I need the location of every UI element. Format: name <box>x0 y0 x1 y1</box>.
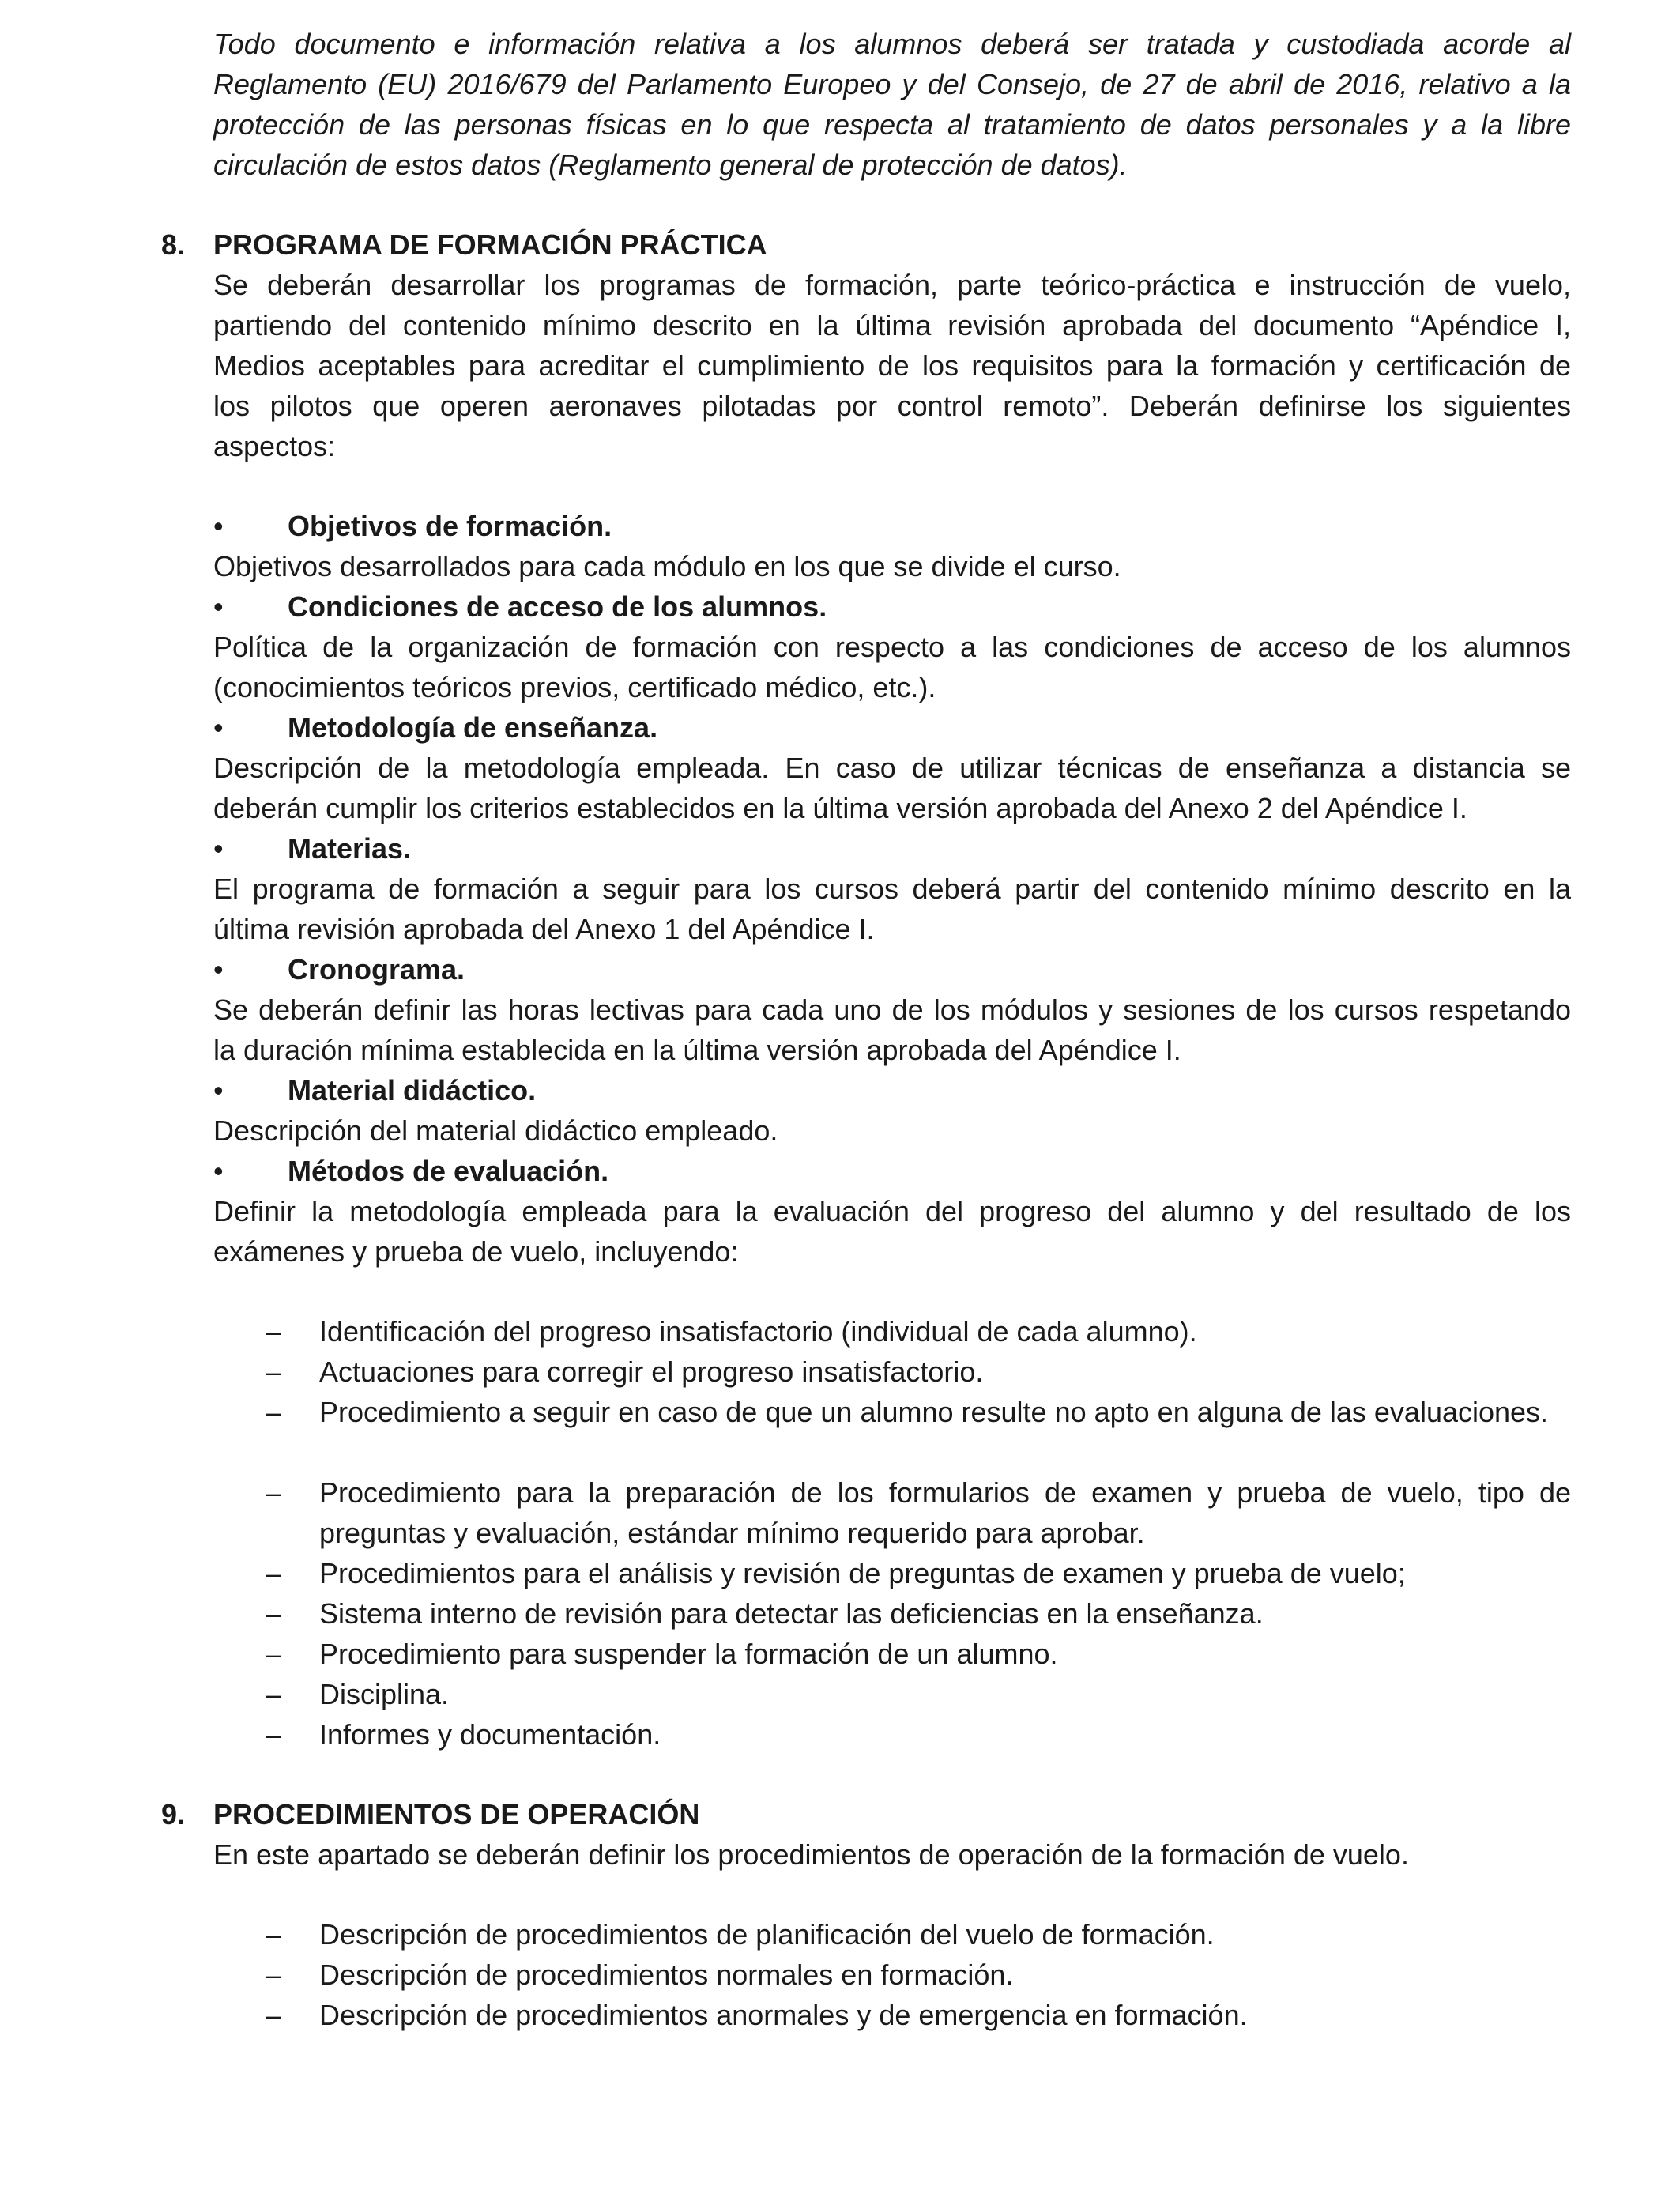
dash-list-item: – Descripción de procedimientos de planificación del vuelo de formación. <box>266 1914 1571 1955</box>
bullet-title: • Material didáctico. <box>213 1070 536 1110</box>
dash-icon: – <box>266 1718 282 1751</box>
intro-line: protección de las personas físicas en lo que respecta al tratamiento de datos personales y a la libre <box>213 108 1571 141</box>
dash-list-item: – Sistema interno de revisión para detectar las deficiencias en la enseñanza. <box>266 1593 1571 1634</box>
bullet-description: Política de la organización de formación con respecto a las condiciones de acceso de los alumnos <box>213 631 1571 663</box>
dash-list-item: – Informes y documentación. <box>266 1714 1571 1755</box>
dash-list-item: – Procedimiento para suspender la formación de un alumno. <box>266 1634 1571 1674</box>
bullet-title: • Cronograma. <box>213 949 465 990</box>
dash-icon: – <box>266 1315 282 1348</box>
dash-icon: – <box>266 1958 282 1991</box>
bullet-icon: • <box>213 1155 224 1187</box>
bullet-title: • Objetivos de formación. <box>213 506 612 546</box>
dash-icon: – <box>266 1557 282 1589</box>
dash-icon: – <box>266 1638 282 1670</box>
section-title: PROGRAMA DE FORMACIÓN PRÁCTICA <box>213 228 767 261</box>
dash-list-item: – Actuaciones para corregir el progreso insatisfactorio. <box>266 1351 1571 1392</box>
bullet-icon: • <box>213 832 224 865</box>
bullet-title: • Metodología de enseñanza. <box>213 707 657 748</box>
bullet-title: • Métodos de evaluación. <box>213 1151 608 1191</box>
dash-icon: – <box>266 1678 282 1710</box>
section-number: 8. <box>161 228 186 261</box>
dash-icon: – <box>266 1597 282 1630</box>
section-heading-8 <box>161 224 767 265</box>
bullet-description: Definir la metodología empleada para la evaluación del progreso del alumno y del resultado de los <box>213 1195 1571 1227</box>
intro-line: Reglamento (EU) 2016/679 del Parlamento Europeo y del Consejo, de 27 de abril de 2016, relativo a la <box>213 68 1571 100</box>
section-9-intro: En este apartado se deberán definir los procedimientos de operación de la formación de vuelo. <box>213 1838 1409 1871</box>
dash-list-item: – Procedimiento para la preparación de los formularios de examen y prueba de vuelo, tipo de preguntas y evaluación, estándar mínimo requerido para aprobar. <box>266 1472 1571 1553</box>
bullet-icon: • <box>213 590 224 623</box>
dash-icon: – <box>266 1396 282 1428</box>
dash-icon: – <box>266 1918 282 1951</box>
dash-icon: – <box>266 1355 282 1388</box>
paragraph-line: los pilotos que operen aeronaves pilotadas por control remoto”. Deberán definirse los siguientes <box>213 390 1571 422</box>
dash-icon: – <box>266 1476 282 1509</box>
section-heading-9 <box>161 1794 699 1834</box>
bullet-description: la duración mínima establecida en la última versión aprobada del Apéndice I. <box>213 1034 1181 1066</box>
paragraph-line: Se deberán desarrollar los programas de formación, parte teórico-práctica e instrucción de vuelo, <box>213 269 1571 301</box>
section-number: 9. <box>161 1798 186 1830</box>
bullet-title: • Materias. <box>213 828 411 869</box>
dash-list-item: – Procedimiento a seguir en caso de que un alumno resulte no apto en alguna de las evaluaciones. <box>266 1392 1571 1432</box>
dash-icon: – <box>266 1999 282 2031</box>
bullet-description: Descripción de la metodología empleada. En caso de utilizar técnicas de enseñanza a distancia se <box>213 752 1571 784</box>
dash-list-item: – Descripción de procedimientos anormales y de emergencia en formación. <box>266 1995 1571 2035</box>
bullet-icon: • <box>213 1074 224 1106</box>
bullet-title: • Condiciones de acceso de los alumnos. <box>213 586 827 627</box>
bullet-description: exámenes y prueba de vuelo, incluyendo: <box>213 1235 739 1268</box>
bullet-icon: • <box>213 510 224 542</box>
paragraph-line: aspectos: <box>213 430 336 462</box>
bullet-icon: • <box>213 953 224 986</box>
dash-list-item: – Descripción de procedimientos normales en formación. <box>266 1955 1571 1995</box>
paragraph-line: Medios aceptables para acreditar el cumplimiento de los requisitos para la formación y certificación de <box>213 349 1571 382</box>
dash-list-item: – Identificación del progreso insatisfactorio (individual de cada alumno). <box>266 1311 1571 1351</box>
bullet-description: Objetivos desarrollados para cada módulo en los que se divide el curso. <box>213 550 1121 582</box>
bullet-icon: • <box>213 711 224 744</box>
dash-list-item: – Procedimientos para el análisis y revisión de preguntas de examen y prueba de vuelo; <box>266 1553 1571 1593</box>
bullet-description: (conocimientos teóricos previos, certificado médico, etc.). <box>213 671 936 703</box>
bullet-description: Descripción del material didáctico empleado. <box>213 1114 778 1147</box>
bullet-description: deberán cumplir los criterios establecidos en la última versión aprobada del Anexo 2 del Apéndice I. <box>213 792 1467 824</box>
intro-line: Todo documento e información relativa a los alumnos deberá ser tratada y custodiada acorde al <box>213 28 1571 60</box>
paragraph-line: partiendo del contenido mínimo descrito en la última revisión aprobada del documento “Apéndice I, <box>213 309 1571 341</box>
bullet-description: El programa de formación a seguir para los cursos deberá partir del contenido mínimo descrito en la <box>213 873 1571 905</box>
bullet-description: última revisión aprobada del Anexo 1 del Apéndice I. <box>213 913 875 945</box>
section-title: PROCEDIMIENTOS DE OPERACIÓN <box>213 1798 700 1830</box>
intro-line: circulación de estos datos (Reglamento general de protección de datos). <box>213 149 1128 181</box>
bullet-description: Se deberán definir las horas lectivas para cada uno de los módulos y sesiones de los cursos respetando <box>213 993 1571 1026</box>
dash-list-item: – Disciplina. <box>266 1674 1571 1714</box>
